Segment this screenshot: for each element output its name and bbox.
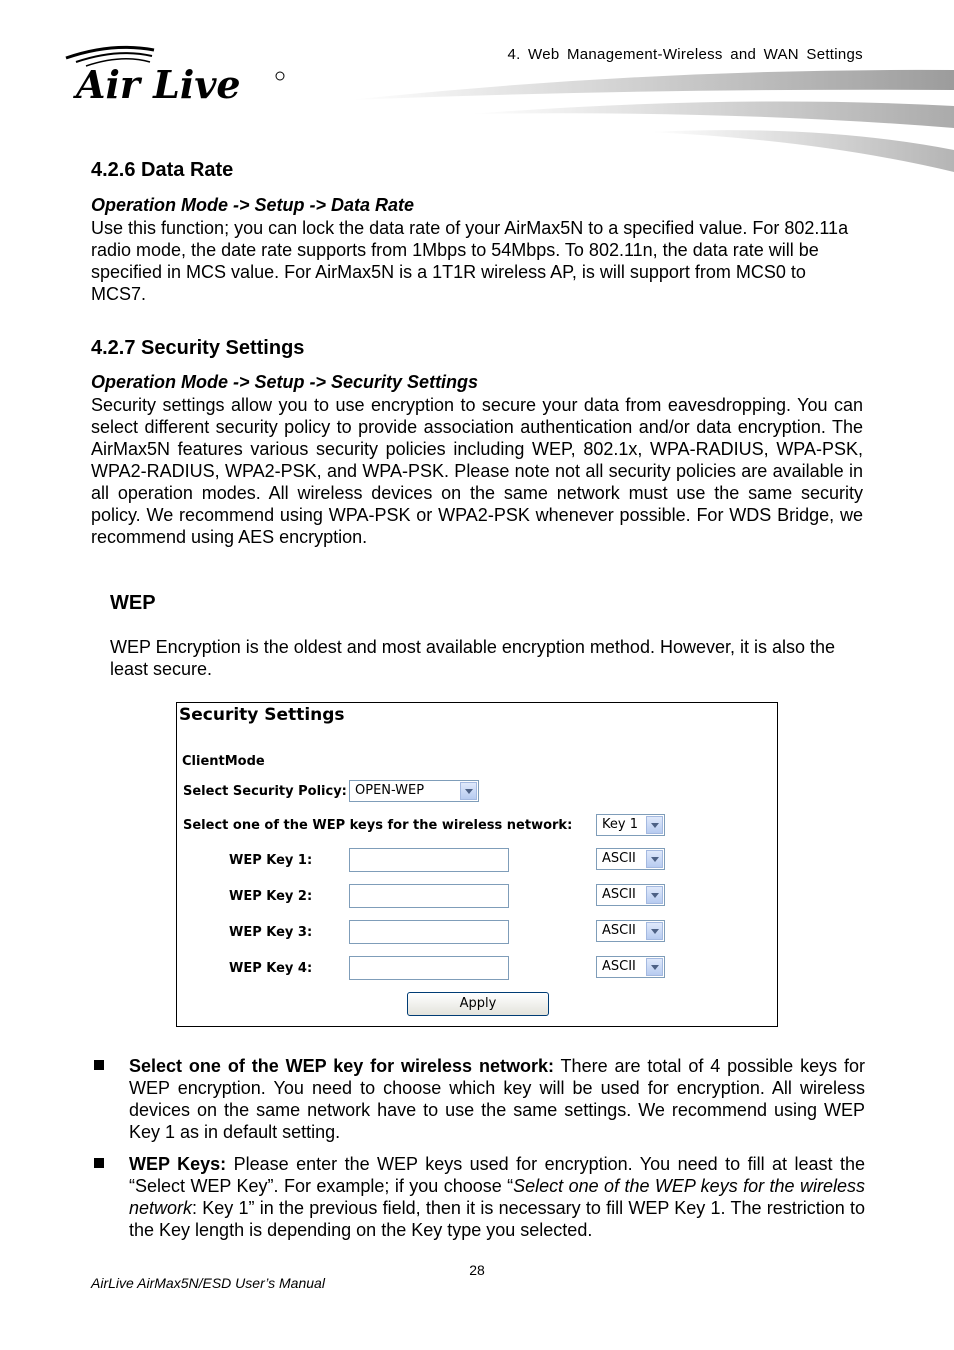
wep-key-3-type-value: ASCII	[602, 923, 636, 938]
bullet-2-italic: Select one of the WEP keys for the wireless network	[129, 1176, 865, 1218]
security-settings-screenshot	[176, 702, 778, 1027]
chevron-down-icon	[646, 922, 663, 940]
security-policy-value: OPEN-WEP	[355, 783, 425, 798]
wep-key-3-label: WEP Key 3:	[229, 925, 313, 940]
screenshot-title: Security Settings	[179, 705, 345, 725]
wep-key-4-input[interactable]	[349, 956, 509, 980]
bullet-1-text: There are total of 4 possible keys for WEP encryption. You need to choose which key will be used for encryption. All wireless devices on the same network have to use the same settings. We recommend using WEP Key 1 as in default setting.	[129, 1056, 865, 1142]
wep-key-select[interactable]	[596, 814, 665, 836]
chevron-down-icon	[460, 782, 477, 800]
security-settings-body: Security settings allow you to use encryption to secure your data from eavesdropping. You can select different security policy to provide association authentication and/or data encryption. The AirMax5N features various security policies including WEP, 802.1x, WPA-RADIUS, WPA-PSK, WPA2-RADIUS, WPA2-PSK, and WPA-PSK. Please note not all security policies are available in all operation modes. All wireless devices on the same network must use the same security policy. We recommend using WPA-PSK or WPA2-PSK whenever possible. For WDS Bridge, we recommend using AES encryption.	[91, 395, 863, 547]
mode-label: ClientMode	[182, 754, 265, 769]
wep-key-1-input[interactable]	[349, 848, 509, 872]
wep-body: WEP Encryption is the oldest and most available encryption method. However, it is also the least secure.	[110, 637, 836, 679]
chevron-down-icon	[646, 958, 663, 976]
bullet-1-term: Select one of the WEP key for wireless network:	[129, 1056, 554, 1076]
security-policy-select[interactable]	[349, 780, 479, 802]
bullet-2-text-a: Please enter the WEP keys used for encryption. You need to fill at least the “Select WEP Key”. For example; if you choose “	[129, 1154, 865, 1196]
wep-key-2-label: WEP Key 2:	[229, 889, 313, 904]
manual-title: AirLive AirMax5N/ESD User’s Manual	[91, 1275, 325, 1291]
wep-key-3-input[interactable]	[349, 920, 509, 944]
wep-heading: WEP	[110, 592, 156, 614]
security-settings-heading: 4.2.7 Security Settings	[91, 337, 305, 359]
bullet-wep-keys	[91, 1153, 865, 1241]
bullet-2-text-b: : Key 1” in the previous field, then it is necessary to fill WEP Key 1. The restriction to the Key length is depending on the Key type you selected.	[129, 1198, 865, 1240]
chevron-down-icon	[646, 886, 663, 904]
apply-button[interactable]: Apply	[407, 992, 549, 1016]
wep-key-2-type-value: ASCII	[602, 887, 636, 902]
running-header: 4. Web Management-Wireless and WAN Settings	[507, 46, 863, 63]
wep-key-1-label: WEP Key 1:	[229, 853, 313, 868]
wep-key-2-input[interactable]	[349, 884, 509, 908]
wep-key-1-type-value: ASCII	[602, 851, 636, 866]
header-swoosh	[350, 66, 954, 176]
bullet-select-wep-key	[91, 1055, 865, 1143]
wep-key-3-type-select[interactable]	[596, 920, 665, 942]
bullet-2-term: WEP Keys:	[129, 1154, 227, 1174]
wep-key-select-value: Key 1	[602, 817, 638, 832]
data-rate-breadcrumb: Operation Mode -> Setup -> Data Rate	[91, 195, 415, 215]
wep-key-1-type-select[interactable]	[596, 848, 665, 870]
chevron-down-icon	[646, 850, 663, 868]
airlive-logo	[62, 40, 292, 110]
data-rate-body: Use this function; you can lock the data rate of your AirMax5N to a specified value. For 802.11a radio mode, the date rate supports from 1Mbps to 54Mbps. To 802.11n, the data rate will be specified in MCS value. For AirMax5N is a 1T1R wireless AP, is will support from MCS0 to MCS7.	[91, 218, 849, 304]
page-number: 28	[469, 1262, 485, 1278]
wep-key-select-label: Select one of the WEP keys for the wireless network:	[183, 818, 573, 833]
wep-key-4-type-select[interactable]	[596, 956, 665, 978]
wep-key-2-type-select[interactable]	[596, 884, 665, 906]
security-settings-breadcrumb: Operation Mode -> Setup -> Security Settings	[91, 372, 479, 392]
wep-key-4-type-value: ASCII	[602, 959, 636, 974]
square-bullet-icon	[94, 1060, 104, 1070]
data-rate-heading: 4.2.6 Data Rate	[91, 159, 234, 181]
chevron-down-icon	[646, 816, 663, 834]
wep-key-4-label: WEP Key 4:	[229, 961, 313, 976]
square-bullet-icon	[94, 1158, 104, 1168]
policy-label: Select Security Policy:	[183, 784, 347, 799]
svg-text:Air Live: Air Live	[76, 62, 241, 107]
